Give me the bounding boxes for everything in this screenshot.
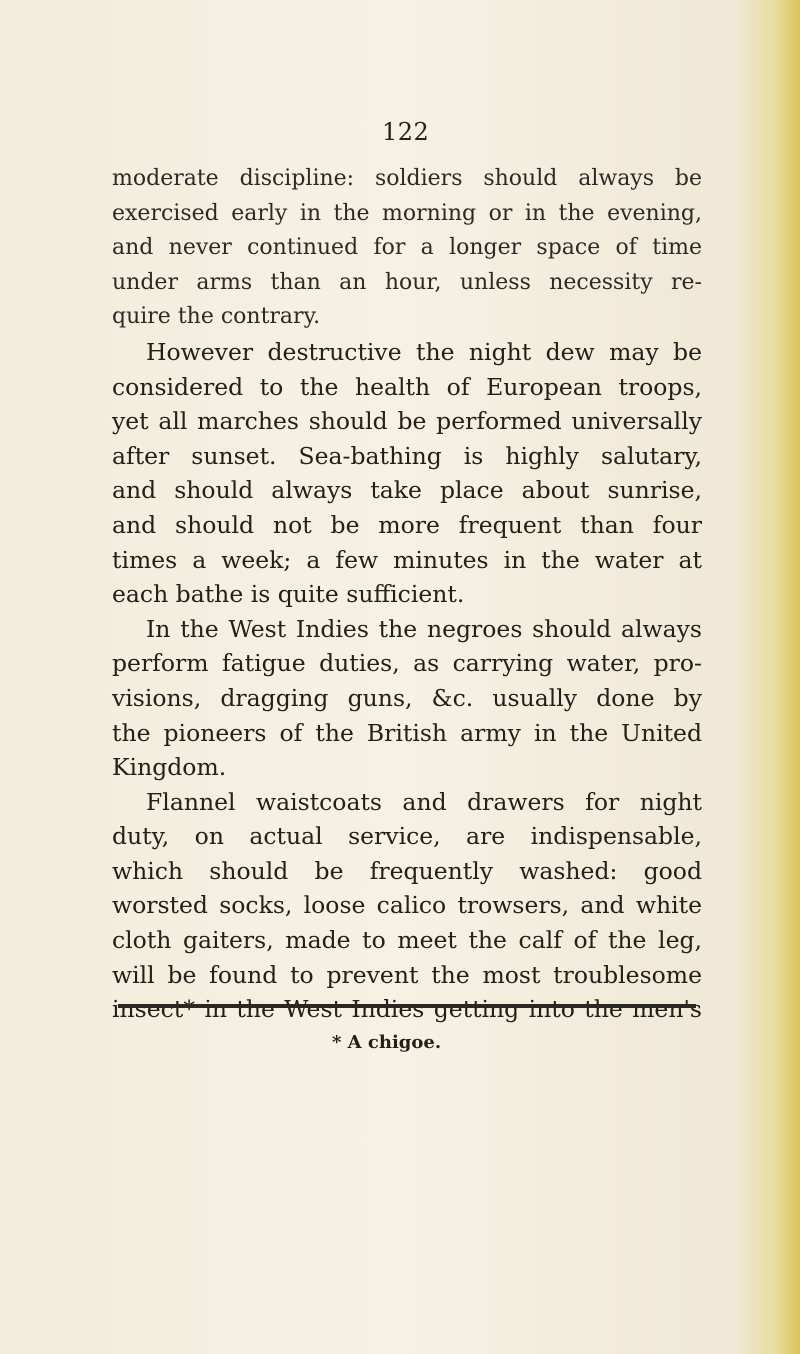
text-line: In the West Indies the negroes should always: [146, 614, 702, 643]
text-line: will be found to prevent the most troublesome: [112, 960, 702, 989]
text-line: duty, on actual service, are indispensable,: [112, 822, 702, 851]
text-line: However destructive the night dew may be: [146, 337, 702, 366]
text-line: under arms than an hour, unless necessity re-: [112, 269, 702, 295]
footnote-rule: [118, 1004, 696, 1008]
paragraph-1: [112, 162, 702, 335]
text-line: Flannel waistcoats and drawers for night: [146, 787, 702, 816]
paragraph-3: [112, 612, 702, 785]
footnote: * A chigoe.: [332, 1032, 442, 1053]
paragraph-2: [112, 335, 702, 612]
text-line: and never continued for a longer space of time: [112, 235, 702, 261]
text-line: cloth gaiters, made to meet the calf of the leg,: [112, 926, 702, 955]
text-line: quire the contrary.: [112, 304, 321, 330]
text-line: exercised early in the morning or in the evening,: [112, 200, 702, 226]
text-line: visions, dragging guns, &c. usually done by: [112, 683, 702, 712]
text-line: after sunset. Sea-bathing is highly salutary,: [112, 441, 702, 470]
paragraph-4: [112, 785, 702, 1027]
text-line: and should always take place about sunrise,: [112, 476, 702, 505]
text-line: moderate discipline: soldiers should always be: [112, 166, 702, 191]
text-line: considered to the health of European troops,: [112, 372, 702, 401]
text-line: which should be frequently washed: good: [112, 856, 702, 885]
text-line: insect* in the West Indies getting into the men's: [112, 995, 702, 1024]
text-line: worsted socks, loose calico trowsers, and white: [112, 891, 702, 920]
page-number: 122: [382, 118, 430, 146]
body-text: [112, 162, 702, 1027]
text-line: perform fatigue duties, as carrying water, pro-: [112, 649, 702, 678]
text-line: times a week; a few minutes in the water at: [112, 545, 702, 574]
text-line: and should not be more frequent than four: [112, 510, 702, 539]
text-line: Kingdom.: [112, 753, 227, 782]
text-line: the pioneers of the British army in the United: [112, 718, 702, 747]
text-line: yet all marches should be performed universally: [112, 407, 702, 436]
text-line: each bathe is quite sufficient.: [112, 580, 465, 609]
